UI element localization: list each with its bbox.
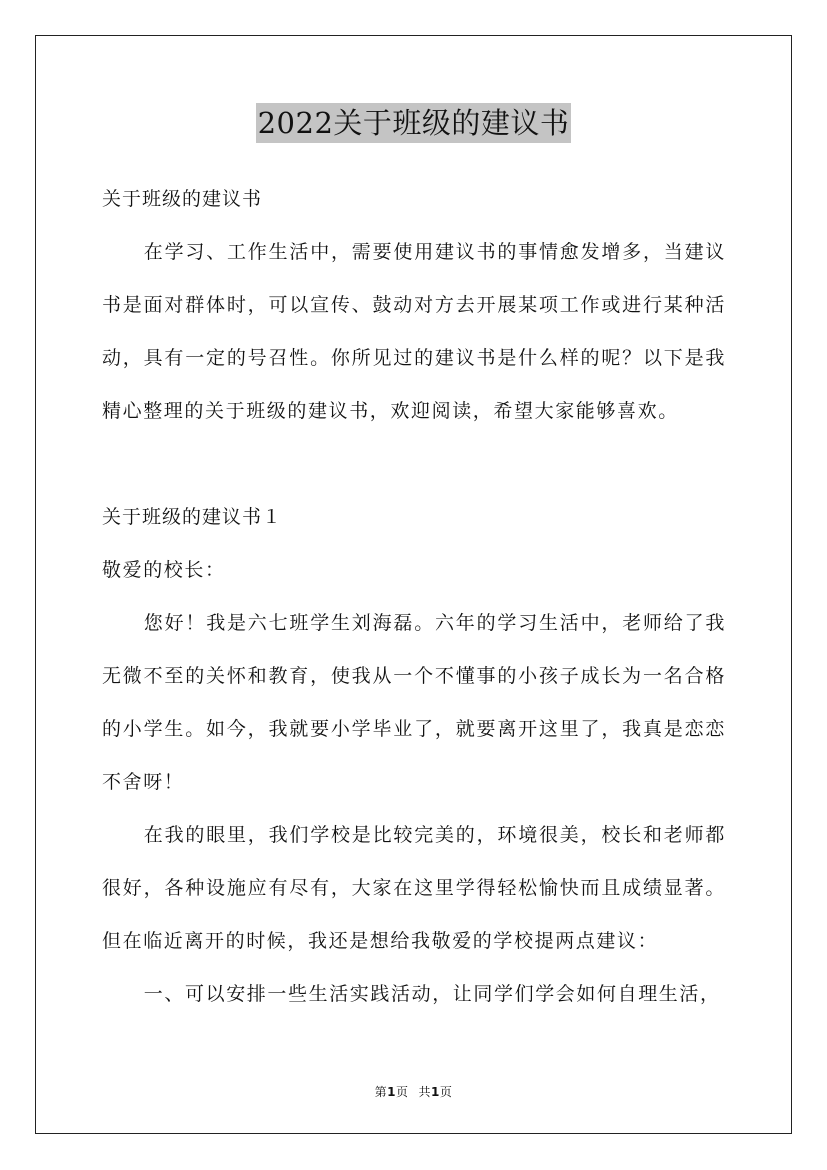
document-title [0, 103, 827, 143]
page-suffix: 页 [395, 1085, 409, 1099]
total-prefix: 共 [418, 1085, 432, 1099]
letter-salutation: 敬爱的校长： [102, 559, 226, 581]
body-paragraph-1: 您好！我是六七班学生刘海磊。六年的学习生活中，老师给了我无微不至的关怀和教育，使我从一个不懂事的小孩子成长为一名合格的小学生。如今，我就要小学毕业了，就要离开这里了，我真是恋恋不舍呀！ [102, 612, 726, 793]
total-pages: 1 [431, 1085, 440, 1099]
page-prefix: 第 [374, 1085, 388, 1099]
page-number: 1 [387, 1085, 396, 1099]
body-paragraph-2: 在我的眼里，我们学校是比较完美的，环境很美，校长和老师都很好，各种设施应有尽有，大家在这里学得轻松愉快而且成绩显著。但在临近离开的时候，我还是想给我敬爱的学校提两点建议： [102, 824, 726, 952]
document-title-text: 2022关于班级的建议书 [256, 103, 572, 143]
document-subtitle: 关于班级的建议书 [102, 188, 263, 210]
section-spacer [102, 438, 726, 491]
page-footer [0, 1083, 827, 1100]
section-title: 关于班级的建议书１ [102, 506, 283, 528]
total-suffix: 页 [439, 1085, 453, 1099]
document-body [102, 173, 726, 1021]
body-paragraph-3: 一、可以安排一些生活实践活动，让同学们学会如何自理生活， [143, 983, 721, 1005]
intro-paragraph: 在学习、工作生活中，需要使用建议书的事情愈发增多，当建议书是面对群体时，可以宣传、鼓动对方去开展某项工作或进行某种活动，具有一定的号召性。你所见过的建议书是什么样的呢？以下是我精心整理的关于班级的建议书，欢迎阅读，希望大家能够喜欢。 [102, 241, 726, 422]
